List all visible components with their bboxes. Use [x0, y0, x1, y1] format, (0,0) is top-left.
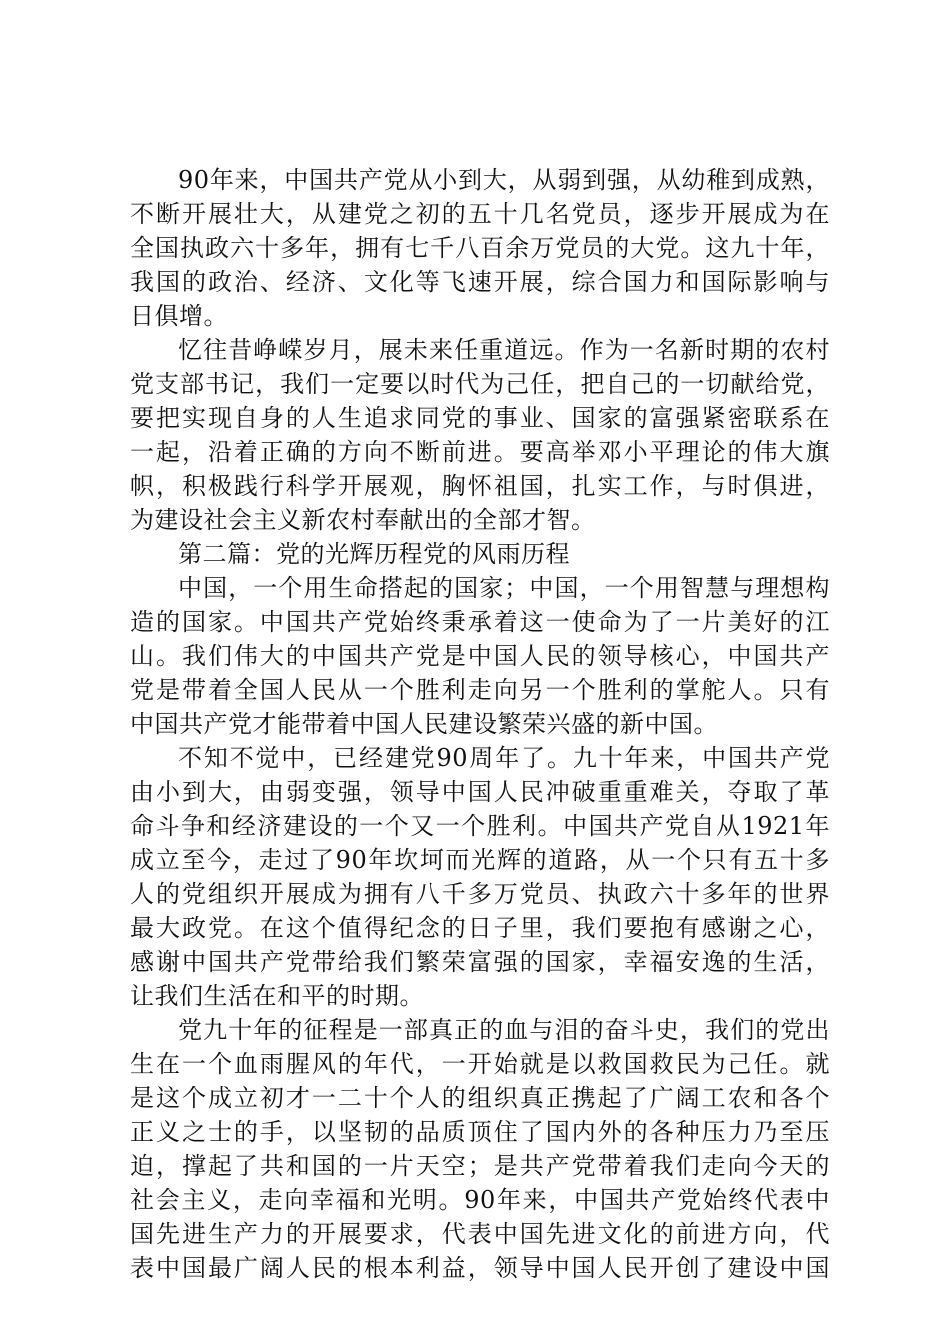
text-line: 表中国最广阔人民的根本利益，领导中国人民开创了建设中国 [130, 1254, 830, 1282]
text-line: 造的国家。中国共产党始终秉承着这一使命为了一片美好的江 [130, 608, 830, 636]
text-line: 第二篇：党的光辉历程党的风雨历程 [178, 540, 570, 568]
text-line: 中国共产党才能带着中国人民建设繁荣兴盛的新中国。 [130, 710, 718, 738]
text-line: 命斗争和经济建设的一个又一个胜利。中国共产党自从1921年 [130, 812, 830, 840]
text-line: 我国的政治、经济、文化等飞速开展，综合国力和国际影响与 [130, 268, 830, 296]
text-line: 让我们生活在和平的时期。 [130, 982, 424, 1010]
paragraph [130, 163, 830, 333]
text-line: 帜，积极践行科学开展观，胸怀祖国，扎实工作，与时俱进， [130, 472, 830, 500]
text-line: 全国执政六十多年，拥有七千八百余万党员的大党。这九十年， [130, 234, 830, 262]
text-line: 国先进生产力的开展要求，代表中国先进文化的前进方向，代 [130, 1220, 830, 1248]
text-line: 迫，撑起了共和国的一片天空；是共产党带着我们走向今天的 [130, 1152, 830, 1180]
text-line: 感谢中国共产党带给我们繁荣富强的国家，幸福安逸的生活， [130, 948, 830, 976]
text-line: 成立至今，走过了90年坎坷而光辉的道路，从一个只有五十多 [130, 846, 830, 874]
text-line: 90年来，中国共产党从小到大，从弱到强，从幼稚到成熟， [178, 166, 830, 194]
text-line: 是这个成立初才一二十个人的组织真正携起了广阔工农和各个 [130, 1084, 830, 1112]
paragraph [130, 1013, 830, 1285]
text-line: 正义之士的手，以坚韧的品质顶住了国内外的各种压力乃至压 [130, 1118, 830, 1146]
text-line: 社会主义，走向幸福和光明。90年来，中国共产党始终代表中 [130, 1186, 830, 1214]
document-body [130, 163, 830, 1285]
text-line: 最大政党。在这个值得纪念的日子里，我们要抱有感谢之心， [130, 914, 830, 942]
text-line: 党支部书记，我们一定要以时代为己任，把自己的一切献给党， [130, 370, 830, 398]
text-line: 为建设社会主义新农村奉献出的全部才智。 [130, 506, 596, 534]
paragraph [130, 741, 830, 1013]
paragraph [130, 537, 830, 571]
text-line: 党九十年的征程是一部真正的血与泪的奋斗史，我们的党出 [178, 1016, 830, 1044]
text-line: 由小到大，由弱变强，领导中国人民冲破重重难关，夺取了革 [130, 778, 830, 806]
text-line: 不断开展壮大，从建党之初的五十几名党员，逐步开展成为在 [130, 200, 830, 228]
text-line: 不知不觉中，已经建党90周年了。九十年来，中国共产党 [178, 744, 830, 772]
text-line: 生在一个血雨腥风的年代，一开始就是以救国救民为己任。就 [130, 1050, 830, 1078]
text-line: 一起，沿着正确的方向不断前进。要高举邓小平理论的伟大旗 [130, 438, 830, 466]
paragraph [130, 571, 830, 741]
text-line: 山。我们伟大的中国共产党是中国人民的领导核心，中国共产 [130, 642, 830, 670]
text-line: 人的党组织开展成为拥有八千多万党员、执政六十多年的世界 [130, 880, 830, 908]
paragraph [130, 333, 830, 537]
text-line: 要把实现自身的人生追求同党的事业、国家的富强紧密联系在 [130, 404, 830, 432]
text-line: 中国，一个用生命搭起的国家；中国，一个用智慧与理想构 [178, 574, 830, 602]
text-line: 忆往昔峥嵘岁月，展未来任重道远。作为一名新时期的农村 [178, 336, 830, 364]
text-line: 日俱增。 [130, 302, 228, 330]
text-line: 党是带着全国人民从一个胜利走向另一个胜利的掌舵人。只有 [130, 676, 830, 704]
